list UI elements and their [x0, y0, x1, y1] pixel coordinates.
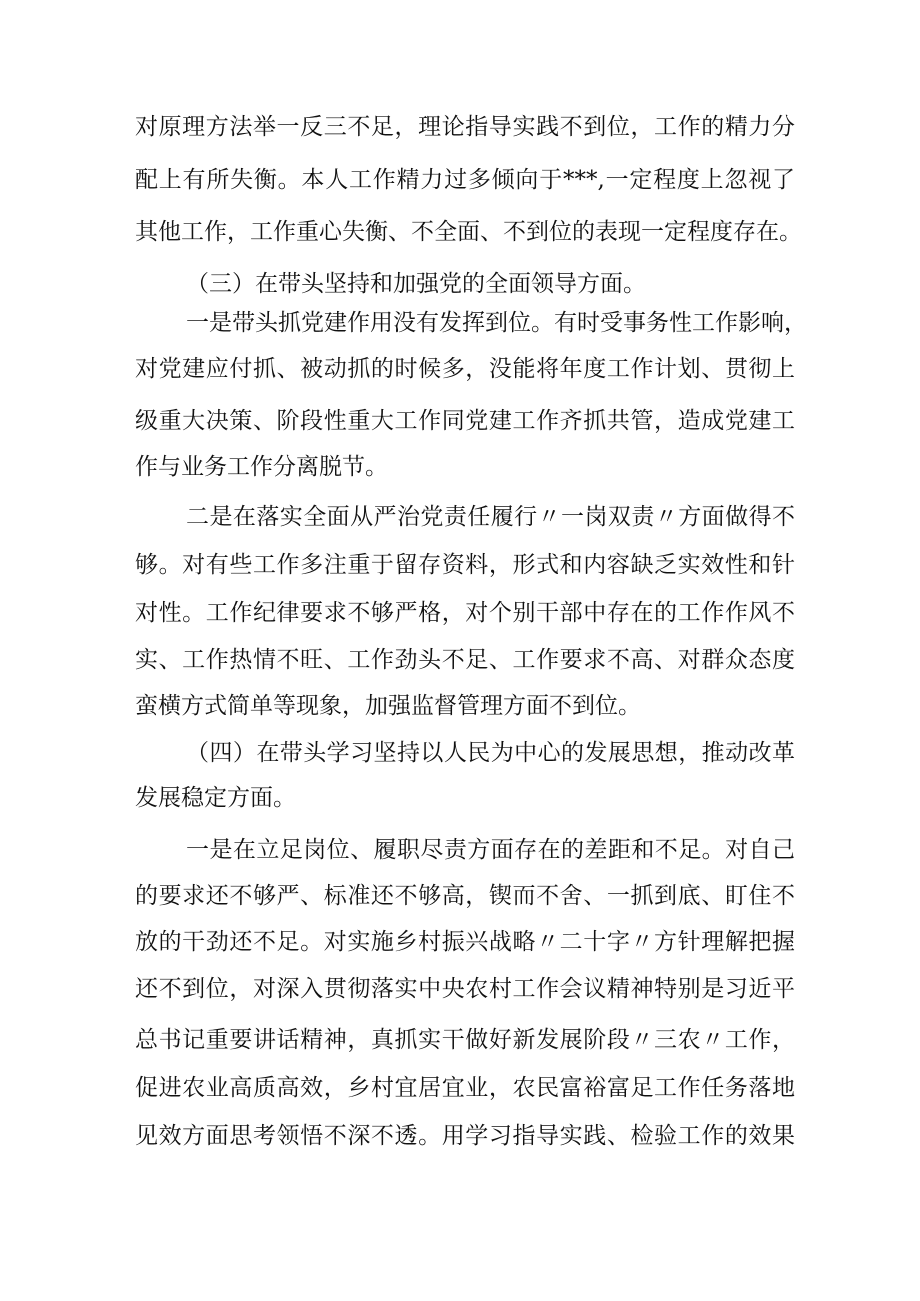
text-line: 放的干劲还不足。对实施乡村振兴战略〃二十字〃方针理解把握 [135, 929, 795, 955]
text-line: 级重大决策、阶段性重大工作同党建工作齐抓共管，造成党建工 [135, 408, 795, 434]
text-line: 对原理方法举一反三不足，理论指导实践不到位，工作的精力分 [135, 114, 795, 140]
text-line: 的要求还不够严、标准还不够高，锲而不舍、一抓到底、盯住不 [135, 883, 795, 909]
text-line: 一是带头抓党建作用没有发挥到位。有时受事务性工作影响， [186, 310, 807, 336]
text-line: 蛮横方式简单等现象，加强监督管理方面不到位。 [135, 693, 641, 719]
text-line: 促进农业高质高效，乡村宜居宜业，农民富裕富足工作任务落地 [135, 1075, 795, 1101]
text-line: 对党建应付抓、被动抓的时候多，没能将年度工作计划、贯彻上 [135, 356, 795, 382]
text-line: 一是在立足岗位、履职尽责方面存在的差距和不足。对自己 [186, 837, 795, 863]
text-line: 对性。工作纪律要求不够严格，对个别干部中存在的工作作风不 [135, 600, 795, 626]
text-line: 二是在落实全面从严治党责任履行〃一岗双责〃方面做得不 [186, 504, 795, 530]
text-line: 见效方面思考领悟不深不透。用学习指导实践、检验工作的效果 [135, 1123, 795, 1149]
text-line: 其他工作，工作重心失衡、不全面、不到位的表现一定程度存在。 [135, 219, 802, 245]
text-line: 作与业务工作分离脱节。 [135, 454, 388, 480]
section-heading: （三）在带头坚持和加强党的全面领导方面。 [186, 271, 646, 297]
text-line: 配上有所失衡。本人工作精力过多倾向于***,一定程度上忽视了 [135, 167, 795, 193]
text-line: 够。对有些工作多注重于留存资料，形式和内容缺乏实效性和针 [135, 552, 795, 578]
section-heading: （四）在带头学习坚持以人民为中心的发展思想，推动改革 [186, 740, 795, 766]
text-line: 还不到位，对深入贯彻落实中央农村工作会议精神特别是习近平 [135, 976, 795, 1002]
section-heading-continued: 发展稳定方面。 [135, 785, 296, 811]
text-line: 总书记重要讲话精神，真抓实干做好新发展阶段〃三农〃工作， [135, 1027, 795, 1053]
text-line: 实、工作热情不旺、工作劲头不足、工作要求不高、对群众态度 [135, 647, 795, 673]
